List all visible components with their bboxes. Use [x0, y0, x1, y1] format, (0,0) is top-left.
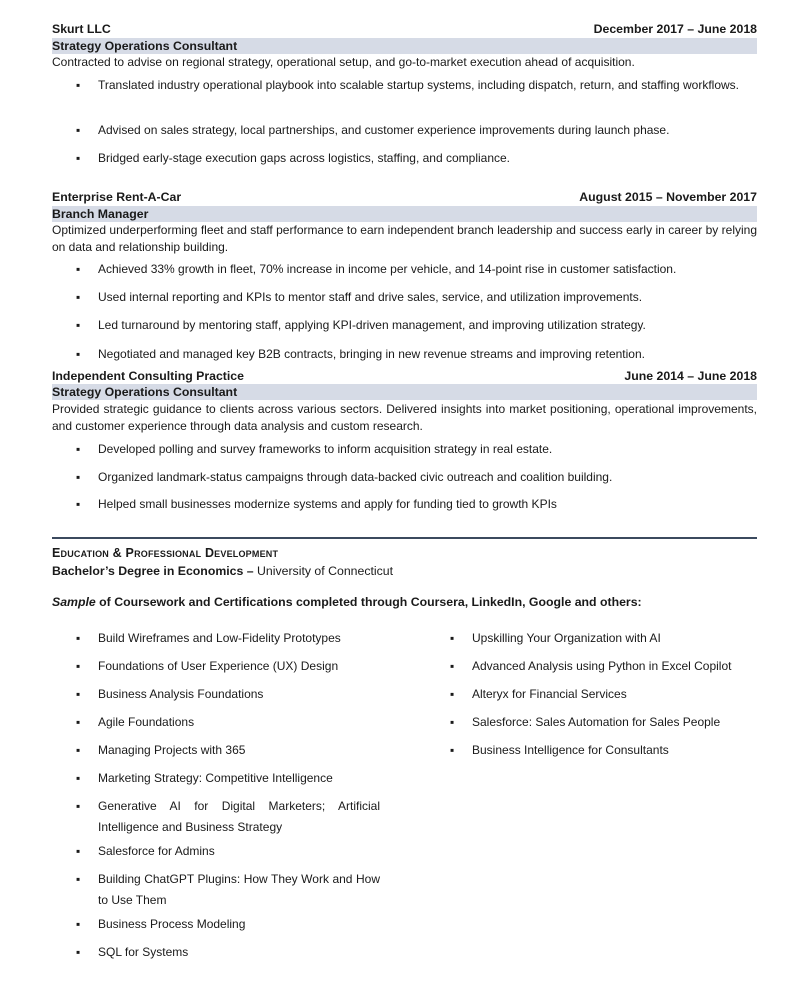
bullet-icon: ▪ — [450, 631, 455, 645]
course-name: SQL for Systems — [98, 945, 189, 959]
company-name: Independent Consulting Practice — [52, 369, 244, 383]
job-description: Optimized underperforming fleet and staff performance to earn independent branch leadership and success early in career by relying on data and relationship building. — [52, 223, 757, 254]
course-name: Agile Foundations — [98, 715, 195, 729]
bullet-icon: ▪ — [450, 743, 455, 757]
bullet-icon: ▪ — [450, 715, 455, 729]
bullet-icon: ▪ — [76, 318, 81, 332]
job-description: Contracted to advise on regional strategy, operational setup, and go-to-market execution ahead of acquisition. — [52, 55, 635, 69]
bullet-icon: ▪ — [76, 917, 81, 931]
course-name: Upskilling Your Organization with AI — [472, 631, 661, 645]
list-item-text: Bridged early-stage execution gaps across logistics, staffing, and compliance. — [98, 151, 511, 165]
bullet-icon: ▪ — [76, 123, 81, 137]
bullet-icon: ▪ — [76, 347, 81, 361]
school-name: University of Connecticut — [253, 564, 394, 578]
job-header — [52, 21, 757, 37]
coursework-intro-rest: of Coursework and Certifications completed through Coursera, LinkedIn, Google and others: — [95, 595, 642, 609]
job-title: Strategy Operations Consultant — [52, 38, 757, 54]
course-name: Salesforce for Admins — [98, 844, 215, 858]
bullet-icon: ▪ — [76, 497, 81, 511]
company-name: Enterprise Rent-A-Car — [52, 190, 182, 204]
bullet-icon: ▪ — [76, 715, 81, 729]
job-dates: December 2017 – June 2018 — [593, 22, 757, 36]
list-item-text: Helped small businesses modernize systems and apply for funding tied to growth KPIs — [98, 497, 557, 511]
bullet-icon: ▪ — [76, 151, 81, 165]
bullet-icon: ▪ — [76, 470, 81, 484]
job-description: Provided strategic guidance to clients across various sectors. Delivered insights into market positioning, operational improvements, and customer experience through data analysis and custom research. — [52, 402, 757, 433]
company-name: Skurt LLC — [52, 22, 111, 36]
job-header — [52, 368, 757, 384]
course-name: Build Wireframes and Low-Fidelity Prototypes — [98, 631, 341, 645]
course-name: Business Analysis Foundations — [98, 687, 264, 701]
section-divider — [52, 537, 757, 539]
coursework-intro — [52, 594, 642, 610]
degree-line — [52, 563, 393, 579]
course-name: Generative AI for Digital Marketers; Artificial Intelligence and Business Strategy — [98, 799, 380, 834]
list-item-text: Translated industry operational playbook into scalable startup systems, including dispatch, return, and staffing workflows. — [98, 78, 740, 92]
list-item-text: Led turnaround by mentoring staff, applying KPI-driven management, and improving utilization strategy. — [98, 318, 646, 332]
bullet-icon: ▪ — [76, 687, 81, 701]
course-name: Alteryx for Financial Services — [472, 687, 627, 701]
list-item-text: Achieved 33% growth in fleet, 70% increase in income per vehicle, and 14-point rise in customer satisfaction. — [98, 262, 677, 276]
bullet-icon: ▪ — [76, 631, 81, 645]
course-name: Business Intelligence for Consultants — [472, 743, 669, 757]
course-name: Foundations of User Experience (UX) Design — [98, 659, 339, 673]
course-name: Business Process Modeling — [98, 917, 246, 931]
section-title: Education & Professional Development — [52, 546, 279, 560]
job-header — [52, 189, 757, 205]
bullet-icon: ▪ — [76, 659, 81, 673]
job-dates: August 2015 – November 2017 — [579, 190, 757, 204]
degree-name: Bachelor’s Degree in Economics – — [52, 564, 254, 578]
list-item-text: Used internal reporting and KPIs to mentor staff and drive sales, service, and utilization improvements. — [98, 290, 643, 304]
course-name: Managing Projects with 365 — [98, 743, 246, 757]
bullet-icon: ▪ — [76, 262, 81, 276]
bullet-icon: ▪ — [76, 78, 81, 92]
bullet-icon: ▪ — [76, 945, 81, 959]
course-name: Advanced Analysis using Python in Excel Copilot — [472, 659, 732, 673]
bullet-icon: ▪ — [450, 687, 455, 701]
course-name: Salesforce: Sales Automation for Sales People — [472, 715, 721, 729]
job-title: Branch Manager — [52, 206, 757, 222]
bullet-icon: ▪ — [76, 442, 81, 456]
list-item-text: Negotiated and managed key B2B contracts, bringing in new revenue streams and improving retention. — [98, 347, 645, 361]
job-dates: June 2014 – June 2018 — [624, 369, 757, 383]
course-name: Building ChatGPT Plugins: How They Work and How to Use Them — [98, 872, 380, 907]
list-item-text: Advised on sales strategy, local partnerships, and customer experience improvements during launch phase. — [98, 123, 670, 137]
bullet-icon: ▪ — [76, 799, 81, 813]
bullet-icon: ▪ — [76, 743, 81, 757]
bullet-icon: ▪ — [76, 771, 81, 785]
list-item-text: Organized landmark-status campaigns through data-backed civic outreach and coalition building. — [98, 470, 613, 484]
job-title: Strategy Operations Consultant — [52, 384, 757, 400]
bullet-icon: ▪ — [76, 290, 81, 304]
bullet-icon: ▪ — [76, 844, 81, 858]
bullet-icon: ▪ — [450, 659, 455, 673]
bullet-icon: ▪ — [76, 872, 81, 886]
course-name: Marketing Strategy: Competitive Intelligence — [98, 771, 333, 785]
coursework-intro-lead: Sample — [52, 595, 96, 609]
list-item-text: Developed polling and survey frameworks to inform acquisition strategy in real estate. — [98, 442, 553, 456]
